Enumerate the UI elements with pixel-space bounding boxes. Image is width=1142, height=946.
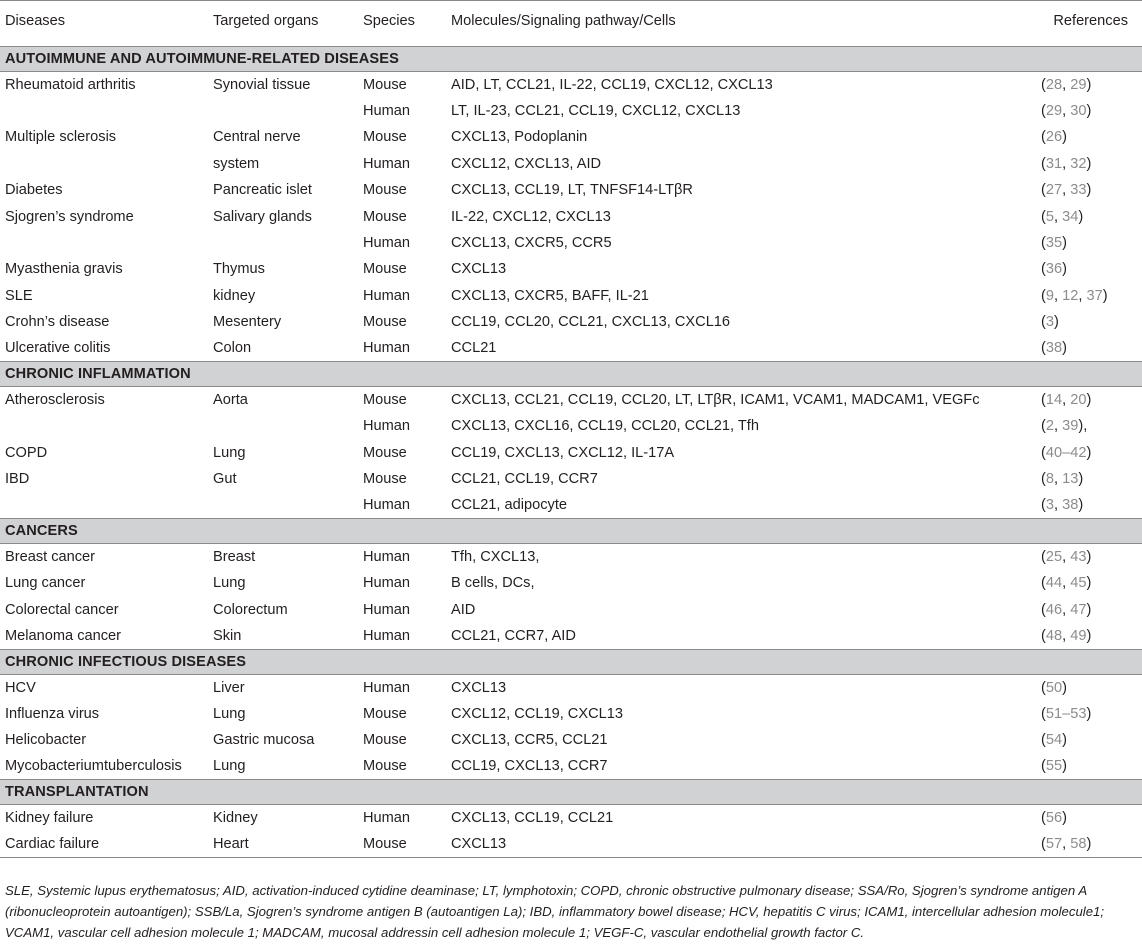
references-cell [1011,203,1142,229]
ref-paren-close: ) [1062,235,1067,252]
ref-paren-open: ( [1041,497,1046,514]
table-row [0,597,1142,623]
ref-paren-close: ) [1086,76,1092,93]
ref-paren-open: ( [1041,392,1046,409]
ref-paren-close: ) [1078,497,1084,514]
table-row [0,387,1142,413]
disease-cell: Mycobacteriumtuberculosis [5,758,182,775]
reference-link[interactable]: 12 [1062,287,1079,304]
header-molecules: Molecules/Signaling pathway/Cells [451,1,1011,47]
organ-cell: Lung [213,575,246,592]
ref-separator: , [1054,418,1063,435]
disease-cell: Crohn’s disease [5,314,110,331]
references-cell [1011,674,1142,700]
species-cell: Human [363,497,411,514]
species-cell: Mouse [363,261,407,278]
species-cell: Mouse [363,208,407,225]
organ-cell: Colorectum [213,601,288,618]
molecules-cell: CCL21, adipocyte [451,497,568,514]
organ-cell: Kidney [213,810,258,827]
references-cell [1011,570,1142,596]
species-cell: Human [363,679,411,696]
references-cell [1011,831,1142,857]
table-row [0,283,1142,309]
molecules-cell: CXCL13 [451,679,507,696]
ref-paren-open: ( [1041,155,1046,172]
ref-paren-open: ( [1041,810,1046,827]
organ-cell: kidney [213,287,256,304]
molecules-cell: CXCL13, Podoplanin [451,129,588,146]
header-species: Species [363,1,451,47]
molecules-cell: CCL19, CCL20, CCL21, CXCL13, CXCL16 [451,314,731,331]
species-cell: Human [363,340,411,357]
reference-link[interactable]: 3 [1045,497,1054,514]
disease-cell: Cardiac failure [0,831,213,857]
disease-cell: SLE [5,287,33,304]
ref-paren-close: ) [1078,471,1084,488]
references-cell [1011,701,1142,727]
section-title: CHRONIC INFECTIOUS DISEASES [0,649,1142,674]
reference-link[interactable]: 26 [1045,129,1063,146]
table-row [0,674,1142,700]
table-row [0,151,1142,177]
table-body [0,47,1142,858]
ref-paren-open: ( [1041,287,1046,304]
table-row [0,335,1142,361]
reference-link[interactable]: 40–42 [1045,444,1087,461]
species-cell: Human [363,155,411,172]
ref-separator: , [1054,208,1063,225]
disease-cell [0,98,213,124]
disease-cell: Helicobacter [5,732,87,749]
references-cell [1011,544,1142,570]
species-cell: Mouse [363,471,407,488]
section-header-row [0,47,1142,72]
species-cell: Human [363,287,411,304]
organ-cell [213,492,363,518]
table-row [0,177,1142,203]
molecules-cell: CXCL13, CCL19, CCL21 [451,810,614,827]
ref-paren-open: ( [1041,103,1046,120]
disease-cell: Diabetes [5,182,63,199]
organ-cell: Breast [213,549,256,566]
ref-tail: , [1083,418,1088,435]
species-cell: Mouse [363,444,407,461]
ref-separator: , [1062,575,1071,592]
references-cell [1011,440,1142,466]
ref-paren-close: ) [1086,601,1092,618]
table-footnote: SLE, Systemic lupus erythematosus; AID, activation-induced cytidine deaminase; LT, lymphotoxin; COPD, chronic obstructive pulmonary disease; SSA/Ro, Sjogren’s syndrome antigen A (ribonucleoprotein autoantigen); SSB/La, Sjogren’s syndrome antigen B (autoantigen La); IBD, inflammatory bowel disease; HCV, hepatitis C virus; ICAM1, intercellular adhesion molecule1; VCAM1, vascular cell adhesion molecule 1; MADCAM, mucosal addressin cell adhesion molecule 1; VEGF-C, vascular endothelial growth factor C. [5,883,1105,940]
references-cell [1011,623,1142,649]
ref-paren-open: ( [1041,601,1046,618]
reference-link[interactable]: 13 [1062,471,1079,488]
molecules-cell: CXCL12, CXCL13, AID [451,155,602,172]
organ-cell: Thymus [213,261,265,278]
reference-link[interactable]: 8 [1045,471,1054,488]
species-cell: Mouse [363,831,451,857]
section-title: AUTOIMMUNE AND AUTOIMMUNE-RELATED DISEASES [0,47,1142,72]
ref-paren-close: ) [1062,732,1067,749]
disease-cell [0,413,213,439]
references-cell [1011,230,1142,256]
table-header [0,1,1142,47]
reference-link[interactable]: 51–53 [1045,705,1087,722]
table-row [0,124,1142,150]
molecules-cell: CXCL13 [451,831,1011,857]
ref-paren-close: ) [1086,705,1092,722]
molecules-cell: CCL21 [451,340,497,357]
table-row [0,466,1142,492]
species-cell: Mouse [363,76,407,93]
ref-paren-open: ( [1041,314,1046,331]
molecules-cell: CCL21, CCL19, CCR7 [451,471,598,488]
organ-cell: Gastric mucosa [213,732,315,749]
reference-link[interactable]: 3 [1045,314,1054,331]
table-row [0,831,1142,857]
table-row [0,440,1142,466]
disease-cell: COPD [5,444,48,461]
organ-cell: Liver [213,679,245,696]
ref-paren-open: ( [1041,418,1046,435]
molecules-cell: B cells, DCs, [451,575,535,592]
reference-link[interactable]: 5 [1045,208,1054,225]
table-row [0,623,1142,649]
species-cell: Mouse [363,705,407,722]
reference-link[interactable]: 47 [1070,601,1087,618]
organ-cell: Gut [213,471,237,488]
ref-separator: , [1054,287,1063,304]
section-header-row [0,649,1142,674]
references-cell [1011,256,1142,282]
reference-link[interactable]: 25 [1045,549,1063,566]
reference-link[interactable]: 38 [1045,340,1063,357]
species-cell: Human [363,601,411,618]
species-cell: Human [363,418,411,435]
reference-link[interactable]: 28 [1045,76,1063,93]
disease-cell: Atherosclerosis [5,392,105,409]
reference-link[interactable]: 9 [1045,287,1054,304]
table-row [0,230,1142,256]
disease-cell: Myasthenia gravis [5,261,123,278]
disease-cell: Kidney failure [5,810,94,827]
species-cell: Human [363,235,411,252]
references-cell [1011,413,1142,439]
table-row [0,701,1142,727]
organ-cell: Skin [213,627,242,644]
table-row [0,98,1142,124]
disease-cell: HCV [5,679,36,696]
ref-paren-open: ( [1041,208,1046,225]
ref-paren-open: ( [1041,182,1046,199]
reference-link[interactable]: 20 [1070,392,1087,409]
species-cell: Mouse [363,314,407,331]
ref-separator: , [1078,287,1087,304]
section-header-row [0,362,1142,387]
ref-paren-close: ) [1062,810,1067,827]
disease-cell [0,492,213,518]
ref-paren-open: ( [1041,129,1046,146]
ref-paren-open: ( [1041,679,1046,696]
ref-paren-close: ) [1086,182,1092,199]
organ-cell: Lung [213,758,246,775]
organ-cell: Colon [213,340,252,357]
ref-paren-open: ( [1041,235,1046,252]
references-cell [1011,805,1142,831]
reference-link[interactable]: 55 [1045,758,1063,775]
molecules-cell: CXCL13, CXCL16, CCL19, CCL20, CCL21, Tfh [451,418,759,435]
references-cell [1011,597,1142,623]
ref-paren-open: ( [1041,261,1046,278]
organ-cell [213,230,363,256]
references-cell [1011,335,1142,361]
reference-link[interactable]: 45 [1070,575,1087,592]
ref-paren-close: ) [1086,549,1092,566]
disease-cell: Sjogren’s syndrome [5,208,134,225]
reference-link[interactable]: 48 [1045,627,1063,644]
references-cell [1011,177,1142,203]
disease-cell: Lung cancer [5,575,86,592]
reference-link[interactable]: 33 [1070,182,1087,199]
section-title: TRANSPLANTATION [0,780,1142,805]
ref-separator: , [1054,471,1063,488]
species-cell: Human [363,810,411,827]
molecules-cell: CXCL13, CXCR5, CCR5 [451,235,612,252]
reference-link[interactable]: 58 [1070,836,1087,853]
organ-cell [213,98,363,124]
references-cell [1011,309,1142,335]
disease-cell: Rheumatoid arthritis [5,76,136,93]
ref-paren-close: ) [1062,758,1067,775]
reference-link[interactable]: 29 [1045,103,1063,120]
ref-paren-close: ) [1086,103,1092,120]
ref-paren-close: ) [1062,129,1067,146]
ref-paren-open: ( [1041,549,1046,566]
molecules-cell: AID [451,601,476,618]
reference-link[interactable]: 30 [1070,103,1087,120]
reference-link[interactable]: 2 [1045,418,1054,435]
header-targeted-organs: Targeted organs [213,1,363,47]
organ-cell [213,413,363,439]
references-cell [1011,151,1142,177]
reference-link[interactable]: 46 [1045,601,1063,618]
ref-separator: , [1062,836,1071,853]
references-cell [1011,283,1142,309]
ref-paren-close: ) [1102,287,1108,304]
disease-cell: Ulcerative colitis [5,340,111,357]
references-cell [1011,124,1142,150]
organ-cell: Aorta [213,392,248,409]
section-header-row [0,780,1142,805]
molecules-cell: CCL21, CCR7, AID [451,627,576,644]
organ-cell: Salivary glands [213,208,312,225]
header-references: References [1011,1,1142,47]
header-row [0,1,1142,47]
species-cell: Mouse [363,732,407,749]
ref-paren-close: ) [1078,418,1084,435]
ref-paren-open: ( [1041,732,1046,749]
ref-paren-close: ) [1086,575,1092,592]
table-row [0,753,1142,779]
section-title: CANCERS [0,519,1142,544]
species-cell: Mouse [363,758,407,775]
reference-link[interactable]: 57 [1045,836,1063,853]
reference-link[interactable]: 54 [1045,732,1063,749]
ref-paren-close: ) [1086,392,1092,409]
species-cell: Human [363,103,411,120]
ref-paren-open: ( [1041,575,1046,592]
organ-cell: Pancreatic islet [213,182,312,199]
disease-cell [0,151,213,177]
organ-cell: Central nerve [213,129,301,146]
organ-cell: Synovial tissue [213,76,311,93]
molecules-cell: IL-22, CXCL12, CXCL13 [451,208,611,225]
ref-separator: , [1062,155,1071,172]
disease-cell [0,230,213,256]
table-row [0,256,1142,282]
disease-cell: Multiple sclerosis [5,129,117,146]
species-cell: Human [363,627,411,644]
ref-paren-open: ( [1041,836,1046,853]
ref-separator: , [1062,103,1071,120]
ref-separator: , [1062,76,1071,93]
molecules-cell: CXCL13, CCR5, CCL21 [451,732,608,749]
reference-link[interactable]: 50 [1045,679,1063,696]
molecules-cell: CXCL13, CXCR5, BAFF, IL-21 [451,287,649,304]
reference-link[interactable]: 27 [1045,182,1063,199]
disease-cell: Melanoma cancer [5,627,121,644]
ref-paren-open: ( [1041,76,1046,93]
molecules-cell: CXCL12, CCL19, CXCL13 [451,705,623,722]
table-row [0,492,1142,518]
table-row [0,544,1142,570]
molecules-cell: CXCL13 [451,261,507,278]
species-cell: Mouse [363,129,407,146]
references-cell [1011,727,1142,753]
organ-cell: Lung [213,444,246,461]
table-row [0,413,1142,439]
ref-paren-close: ) [1086,836,1092,853]
ref-paren-close: ) [1086,627,1092,644]
reference-link[interactable]: 34 [1062,208,1079,225]
reference-link[interactable]: 32 [1070,155,1087,172]
ref-separator: , [1062,549,1071,566]
references-cell [1011,72,1142,98]
ref-paren-close: ) [1086,444,1092,461]
ref-paren-close: ) [1062,340,1067,357]
ref-separator: , [1062,627,1071,644]
organ-cell: Mesentery [213,314,282,331]
reference-link[interactable]: 38 [1062,497,1079,514]
reference-link[interactable]: 36 [1045,261,1063,278]
ref-paren-close: ) [1086,155,1092,172]
molecules-cell: LT, IL-23, CCL21, CCL19, CXCL12, CXCL13 [451,103,741,120]
species-cell: Mouse [363,182,407,199]
organ-cell: Heart [213,831,363,857]
ref-paren-open: ( [1041,758,1046,775]
disease-cell: IBD [5,471,30,488]
disease-cell: Colorectal cancer [5,601,119,618]
organ-cell: Lung [213,705,246,722]
molecules-cell: CXCL13, CCL19, LT, TNFSF14-LTβR [451,182,693,199]
molecules-cell: AID, LT, CCL21, IL-22, CCL19, CXCL12, CXCL13 [451,76,773,93]
reference-link[interactable]: 31 [1045,155,1063,172]
ref-paren-close: ) [1062,261,1067,278]
reference-link[interactable]: 56 [1045,810,1063,827]
reference-link[interactable]: 35 [1045,235,1063,252]
ref-paren-close: ) [1054,314,1059,331]
species-cell: Human [363,575,411,592]
disease-cell: Breast cancer [5,549,96,566]
ref-separator: , [1062,182,1071,199]
table-row [0,570,1142,596]
section-title: CHRONIC INFLAMMATION [0,362,1142,387]
header-diseases: Diseases [0,1,213,47]
ref-separator: , [1062,392,1071,409]
section-header-row [0,519,1142,544]
species-cell: Mouse [363,392,407,409]
molecules-cell: Tfh, CXCL13, [451,549,540,566]
references-cell [1011,492,1142,518]
references-cell [1011,466,1142,492]
ref-separator: , [1054,497,1063,514]
table-row [0,309,1142,335]
reference-link[interactable]: 49 [1070,627,1087,644]
table-row [0,727,1142,753]
reference-link[interactable]: 37 [1086,287,1103,304]
reference-link[interactable]: 44 [1045,575,1063,592]
reference-link[interactable]: 29 [1070,76,1087,93]
organ-cell: system [213,155,260,172]
ref-paren-open: ( [1041,627,1046,644]
references-cell [1011,753,1142,779]
disease-cell: Influenza virus [5,705,100,722]
ref-paren-close: ) [1078,208,1084,225]
species-cell: Human [363,549,411,566]
ref-paren-open: ( [1041,471,1046,488]
table-row [0,72,1142,98]
table-row [0,805,1142,831]
molecules-cell: CXCL13, CCL21, CCL19, CCL20, LT, LTβR, ICAM1, VCAM1, MADCAM1, VEGFc [451,392,980,409]
table-row [0,203,1142,229]
reference-link[interactable]: 43 [1070,549,1087,566]
ref-paren-close: ) [1062,679,1067,696]
molecules-cell: CCL19, CXCL13, CXCL12, IL-17A [451,444,675,461]
ref-paren-open: ( [1041,705,1046,722]
references-cell [1011,387,1142,413]
ref-paren-open: ( [1041,444,1046,461]
reference-link[interactable]: 14 [1045,392,1063,409]
ref-separator: , [1062,601,1071,618]
reference-link[interactable]: 39 [1062,418,1079,435]
ref-paren-open: ( [1041,340,1046,357]
molecules-cell: CCL19, CXCL13, CCR7 [451,758,608,775]
references-cell [1011,98,1142,124]
